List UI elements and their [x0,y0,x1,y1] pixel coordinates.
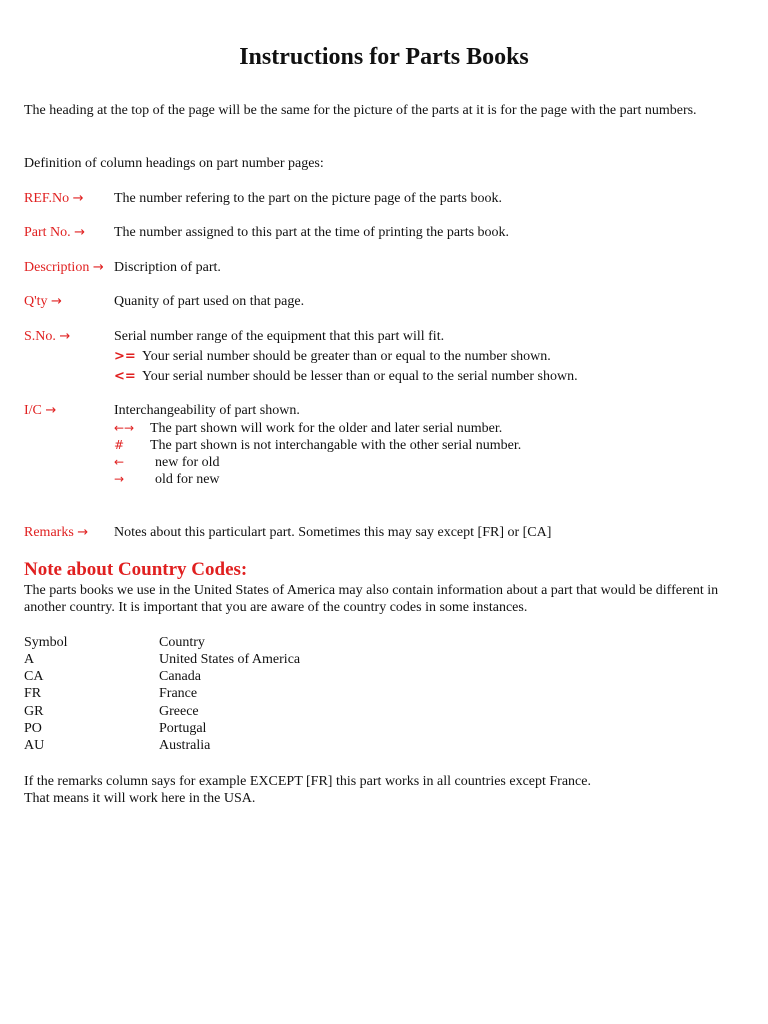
interchange-rule-text: old for new [155,472,220,487]
definition-part-no: The number assigned to this part at the time of printing the parts book. [114,225,510,240]
country-name: Greece [159,704,199,719]
definition-serial-no: Serial number range of the equipment that this part will fit. [114,329,445,344]
definition-description: Discription of part. [114,260,221,275]
country-name: United States of America [159,652,301,667]
definitions-heading: Definition of column headings on part number pages: [24,156,324,171]
country-code: A [24,652,35,667]
country-name: Portugal [159,721,207,736]
country-intro-paragraph: The parts books we use in the United States of America may also contain information about a part that would be different in another country. It is important that you are aware of the country codes in some instances. [24,583,719,615]
interchange-rule-text: The part shown will work for the older and later serial number. [150,421,503,436]
term-description: Description → [24,260,104,275]
column-header-country: Country [159,635,205,650]
page-title: Instructions for Parts Books [239,44,529,70]
less-equal-symbol: <= [114,369,136,384]
country-name: Australia [159,738,211,753]
definition-interchange: Interchangeability of part shown. [114,403,300,418]
arrow-right-icon: → [51,294,62,309]
country-codes-heading: Note about Country Codes: [24,559,248,580]
term-interchange: I/C → [24,403,57,418]
closing-line: If the remarks column says for example EXCEPT [FR] this part works in all countries except France. [24,774,591,789]
arrow-right-icon: → [72,191,84,206]
column-header-symbol: Symbol [24,635,68,650]
interchange-rule-text: new for old [155,455,220,470]
arrow-right-icon: → [45,403,57,418]
arrow-right-icon: → [114,472,125,486]
country-code: FR [24,686,42,701]
term-remarks: Remarks → [24,525,89,540]
term-part-no: Part No. → [24,225,86,240]
arrow-right-icon: → [74,225,86,240]
country-code: GR [24,704,44,719]
term-serial-no: S.No. → [24,329,71,344]
term-qty: Q'ty → [24,294,62,309]
definition-qty: Quanity of part used on that page. [114,294,305,309]
closing-line: That means it will work here in the USA. [24,791,256,806]
interchange-rule-text: The part shown is not interchangable with the other serial number. [150,438,522,453]
country-name: France [159,686,198,701]
arrow-left-icon: ← [114,455,125,469]
arrow-right-icon: → [77,525,89,540]
definition-ref-no: The number refering to the part on the picture page of the parts book. [114,191,502,206]
hash-symbol: # [114,438,125,452]
serial-rule-text: Your serial number should be greater than or equal to the number shown. [142,349,551,364]
intro-paragraph: The heading at the top of the page will be the same for the picture of the parts at it is for the page with the part numbers. [24,103,697,118]
country-name: Canada [159,669,201,684]
country-code: CA [24,669,44,684]
greater-equal-symbol: >= [114,349,136,364]
arrow-right-icon: → [92,260,104,275]
definition-remarks: Notes about this particulart part. Sometimes this may say except [FR] or [CA] [114,525,552,540]
arrow-right-icon: → [59,329,71,344]
country-code: PO [24,721,42,736]
left-right-arrow-icon: ←→ [114,421,135,435]
term-ref-no: REF.No → [24,191,84,206]
country-code: AU [24,738,45,753]
serial-rule-text: Your serial number should be lesser than or equal to the serial number shown. [142,369,578,384]
